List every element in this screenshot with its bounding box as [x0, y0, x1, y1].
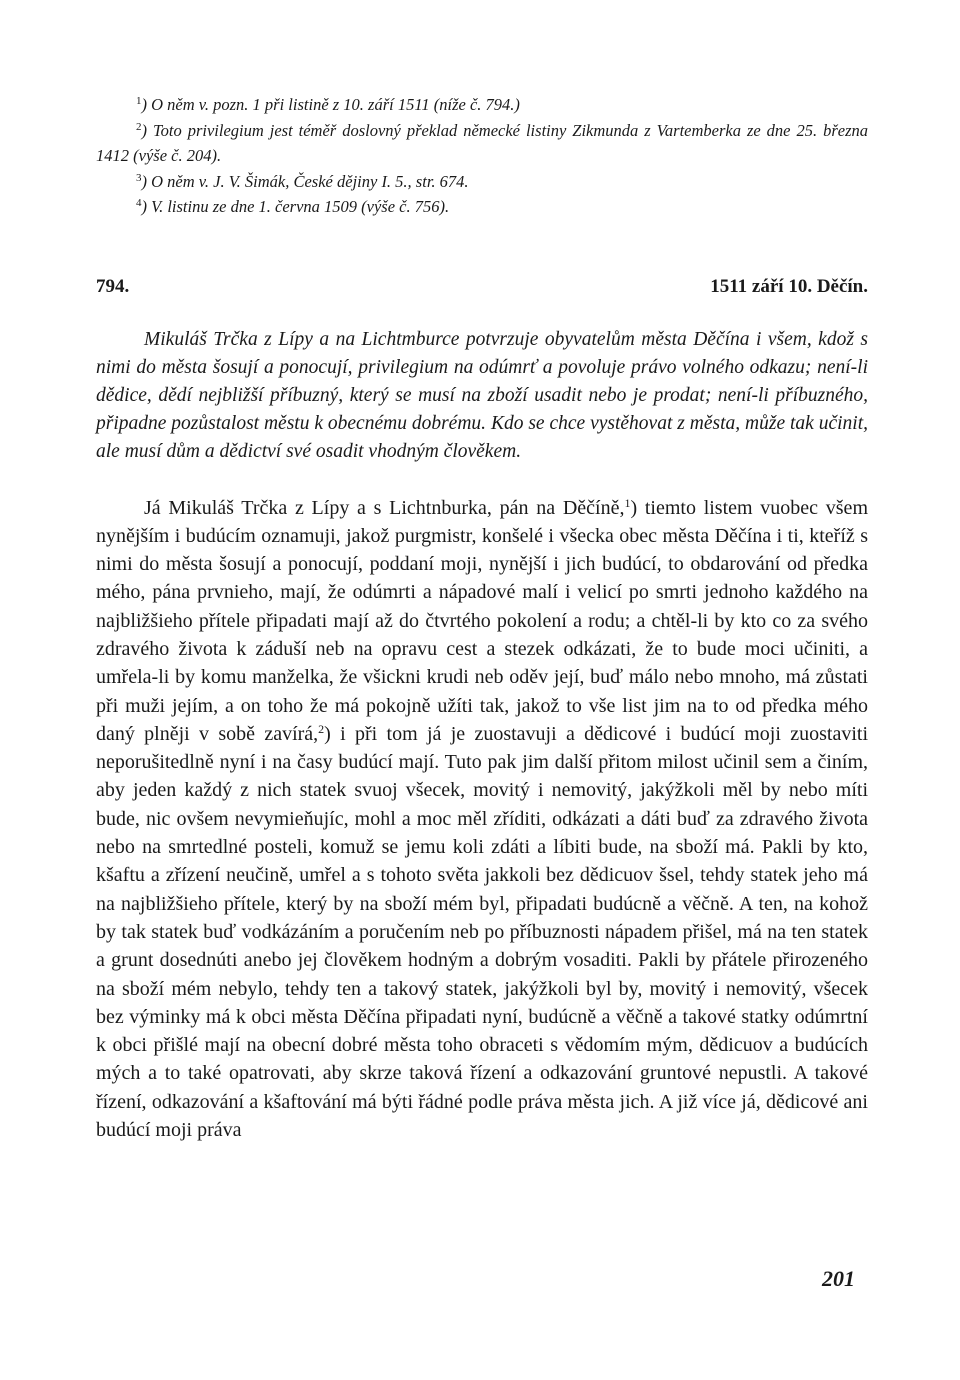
- document-text: Já Mikuláš Trčka z Lípy a s Lichtnburka, pán na Děčíně,$^1$) tiemto listem vuobec všem nynějším i budúcím oznamuji, jakož purgmistr, konšelé i všecka obec města Děčína i ti, kteříž s nimi do města šosují a ponocují, poddaní moji, nynější i jich budúcí, to obdarování od předka mého, pána prvnieho, mají, že odúmrti a nápadové malí i velicí po smrti jednoho každého na najbližšieho přítele připadati mají až do čtvrtého pokolení a rodu; a chtěl-li by kto co za svého zdravého života k záduší neb na opravu cest a stezek odkázati, že to bude moci učiniti, a umřela-li by komu manželka, že všickni krudi neb oděv její, buď málo nebo mnoho, má zůstati při muži jejím, a on toho že má pokojně užíti tak, jakož to vše list jim na to od předka mého daný plněji v sobě zavírá,$^2$) i při tom já je zuostavuji a dědicové i budúcí moji zuostaviti neporušitedlně nyní i na časy budúcí mají. Tuto pak jim další přitom milost učinil sem a činím, aby jeden každý z nich statek svuoj všecek, movitý i nemovitý, jakýžkoli měl by nebo míti bude, nic ovšem nevymieňujíc, mohl a moc měl zříditi, odkázati a dáti buď za zdravého života nebo na smrtedlné posteli, komuž se jemu koli zdáti a líbiti bude, na sboží má. Pakli by kto, kšaftu a zřízení neučině, umřel a s tohoto světa jakkoli bez dědicuov šsel, tehdy statek jeho má na najbližšieho přítele, který by na sboží mém byl, připadati budúcně a věčně. A ten, na kohož by tak statek buď vodkázáním a poručením neb po příbuznosti nápadem přišel, má na ten statek a grunt dosednúti anebo jej člověkem hodným a dobrým vosaditi. Pakli by přátele přirozeného na sboží mém nebylo, tehdy ten a takový statek, jakýžkoli byl by, movitý i nemovitý, všecek bez výminky má k obci města Děčína připadati nyní, budúcně a věčně a takové statky odúmrtní k obci přišlé mají na obecní dobré města toho obraceti s vědomím mým, dědicuov a budúcích mých a to také opatrovati, aby skrze taková řízení a odkazování gruntové nepustli. A takové řízení, odkazování a kšaftování má býti řádné podle práva města jich. A již více já, dědicové ani budúcí moji práva: [96, 495, 868, 1142]
- footnote: $^3$) O něm v. J. V. Šimák, České dějiny I. 5., str. 674.: [136, 171, 469, 191]
- footnote-mark: 2: [136, 120, 142, 133]
- page: [96, 92, 868, 1164]
- footnote-mark: 3: [136, 171, 142, 184]
- document-date-place: 1511 září 10. Děčín.: [710, 275, 868, 297]
- footnote-text: Toto privilegium jest téměř doslovný překlad německé listiny Zikmunda z Vartemberka ze dne 25. března 1412 (výše č. 204).: [96, 120, 869, 165]
- footnote-text: O něm v. pozn. 1 při listině z 10. září 1511 (níže č. 794.): [151, 95, 520, 114]
- document-number: 794.: [96, 275, 130, 297]
- footnote: $^4$) V. listinu ze dne 1. června 1509 (výše č. 756).: [136, 197, 450, 216]
- footnote-mark: 4: [136, 197, 142, 209]
- text-part: i při tom já je zuostavuji a dědicové i budúcí moji zuostaviti neporušitedlně nyní i na časy budúcí mají. Tuto pak jim další přitom milost učinil sem a činím, aby jeden každý z nich statek svuoj všecek, movitý i nemovitý, jakýžkoli měl by nebo míti bude, nic ovšem nevymieňujíc, mohl a moc měl zříditi, odkázati a dáti buď za zdravého života nebo na smrtedlné posteli, komuž se jemu koli zdáti a líbiti bude, na sboží má. Pakli by kto, kšaftu a zřízení neučině, umřel a s tohoto světa jakkoli bez dědicuov šsel, tehdy statek jeho má na najbližšieho přítele, který by na sboží mém byl, připadati budúcně a věčně. A ten, na kohož by tak statek buď vodkázáním a poručením neb po příbuznosti nápadem přišel, má na ten statek a grunt dosednúti anebo jej člověkem hodným a dobrým vosaditi. Pakli by přátele přirozeného na sboží mém nebylo, tehdy ten a takový statek, jakýžkoli byl by, movitý i nemovitý, všecek bez výminky má k obci města Děčína připadati nyní, budúcně a věčně a takové statky odúmrtní k obci přišlé mají na obecní dobré města toho obraceti s vědomím mým, dědicuov a budúcích mých a to také opatrovati, aby skrze taková řízení a odkazování gruntové nepustli. A takové řízení, odkazování a kšaftování má býti řádné podle práva města jich. A již více já, dědicové ani budúcí moji práva: [96, 722, 868, 1142]
- text-part: tiemto listem vuobec všem nynějším i budúcím oznamuji, jakož purgmistr, konšelé i všecka obec města Děčína i ti, kteříž s nimi do města šosují a ponocují, poddaní moji, nynější i jich budúcí, to obdarování od předka mého, pána prvnieho, mají, že odúmrti a nápadové malí i velicí po smrti jednoho každého na najbližšieho přítele připadati mají až do čtvrtého pokolení a rodu; a chtěl-li by kto co za svého zdravého života k záduší neb na opravu cest a stezek odkázati, že to bude moci učiniti, a umřela-li by komu manželka, že všickni krudi neb oděv její, buď málo nebo mnoho, má zůstati při muži jejím, a on toho že má pokojně užíti tak, jakož to vše list jim na to od předka mého daný plněji v sobě zavírá,: [96, 496, 868, 745]
- footnotes: [96, 92, 868, 220]
- footnote: $^1$) O něm v. pozn. 1 při listině z 10. září 1511 (níže č. 794.): [136, 95, 520, 114]
- footnote-reference: 1: [624, 495, 631, 510]
- text-part: Já Mikuláš Trčka z Lípy a s Lichtnburka, pán na Děčíně,: [144, 496, 625, 519]
- document-heading: [96, 274, 868, 300]
- footnote-text: O něm v. J. V. Šimák, České dějiny I. 5., str. 674.: [151, 171, 469, 191]
- footnote-reference: 2: [318, 721, 325, 736]
- regest: Mikuláš Trčka z Lípy a na Lichtmburce potvrzuje obyvatelům města Děčína i všem, kdož s nimi do města šosují a ponocují, privilegium na odúmrť a povoluje právo volného odkazu; není-li dědice, dědí nejbližší příbuzný, který se musí na zboží usadit nebo je prodat; není-li příbuzného, připadne pozůstalost městu k obecnému dobrému. Kdo se chce vystěhovat z města, může tak učinit, ale musí dům a dědictví své osadit vhodným člověkem.: [96, 328, 868, 462]
- footnote: $^2$) Toto privilegium jest téměř doslovný překlad německé listiny Zikmunda z Vartemberka ze dne 25. března 1412 (výše č. 204).: [96, 120, 869, 165]
- footnote-text: V. listinu ze dne 1. června 1509 (výše č. 756).: [151, 197, 450, 216]
- footnote-mark: 1: [136, 95, 142, 107]
- page-number: 201: [822, 1266, 855, 1291]
